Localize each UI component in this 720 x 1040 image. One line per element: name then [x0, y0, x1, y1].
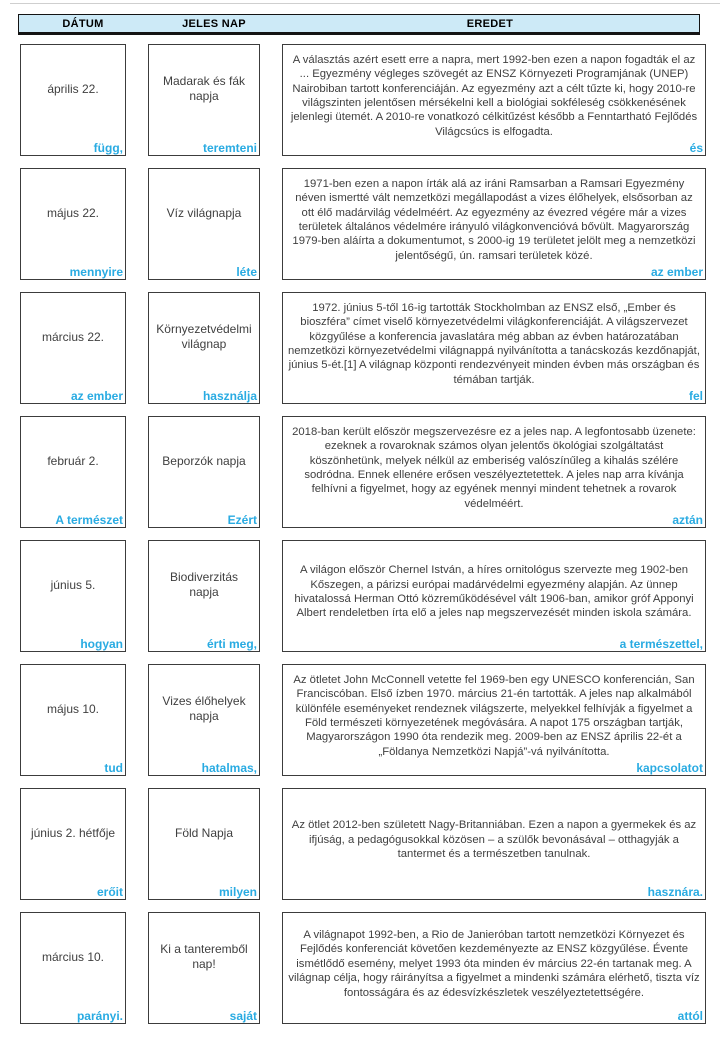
origin-text: A választás azért esett erre a napra, mert 1992-ben ezen a napon fogadták el az ... Egyezmény végleges szövegét az ENSZ Környezeti Programjának (UNEP) Nairobiban tartott konferenciáján. Az egyezmény azt a célt tűzte ki, hogy 2010-re világszinten jelentősen mérsékelni kell a biológiai sokféleség csökkenésének jelenlegi ütemét. A 2010-re vonatkozó célkitűzést később a Fenntartható Fejlődés Világcsúcs is elfogadta.: [290, 53, 698, 138]
table-row: [20, 540, 706, 652]
date-cell: [20, 292, 126, 404]
answer-word-day: léte: [236, 265, 257, 279]
origin-text: A világnapot 1992-ben, a Rio de Janieróban tartott nemzetközi Környezet és Fejlődés konferenciát követően kezdeményezte az ENSZ közgyűlése. Évente ismétlődő esemény, melyet 1993 óta minden év március 22-én tartanak meg. A világnap célja, hogy ráirányítsa a figyelmet a mindenki számára elérhető, tiszta víz fontosságára és az édesvízkészletek veszélyeztetettségére.: [288, 928, 700, 999]
answer-word-date: az ember: [70, 389, 123, 403]
date-cell: [20, 912, 126, 1024]
answer-word-date: függ,: [93, 141, 123, 155]
day-cell: [148, 912, 260, 1024]
table-row: [20, 168, 706, 280]
origin-text: 2018-ban került először megszervezésre ez a jeles nap. A legfontosabb üzenete: ezeknek a rovaroknak számos olyan jelentős ökológiai szolgáltatást köszönhetünk, melyek nélkül az emberiség valószínűleg a kihalás szélére sodródna. Ennek ellenére erősen veszélyeztetettek. A jeles nap arra kívánja felhívni a figyelmet, hogy az egyének mennyi mindent tehetnek a rovarok védelméért.: [292, 425, 696, 510]
date-cell: [20, 168, 126, 280]
day-text: Ki a tanteremből nap!: [160, 942, 248, 971]
answer-word-origin: az ember: [650, 265, 703, 279]
answer-word-day: Ezért: [227, 513, 257, 527]
origin-text: 1972. június 5-től 16-ig tartották Stockholmban az ENSZ első, „Ember és bioszféra” címet viselő környezetvédelmi világkonferenciáját. A világszervezet közgyűlése a konferencia javaslatára még abban az évben határozatában nemzetközi környezetvédelmi világnappá nyilvánította a tanácskozás kezdőnapját, június 5-ét.[1] A világnap központi rendezvényeit minden évben más országban és témában tartják.: [288, 301, 700, 386]
answer-word-date: A természet: [55, 513, 123, 527]
day-text: Föld Napja: [174, 825, 234, 840]
table-row: [20, 912, 706, 1024]
origin-text: 1971-ben ezen a napon írták alá az iráni Ramsarban a Ramsari Egyezmény néven ismertté vált nemzetközi megállapodást a vizes élőhelyek, elsősorban az ott élő madárvilág védelméért. Az egyezmény az évezred végére már a vizes területek általános védelmére irányuló világkonvencióvá bővült. Magyarország 1979-ben aláírta a dokumentumot, s 2000-ig 19 területet jelölt meg a nemzetközi jelentőségű, ún. ramsari területek közé.: [292, 177, 696, 262]
answer-word-origin: a természettel,: [619, 637, 703, 651]
date-text: április 22.: [47, 81, 99, 96]
answer-word-date: parányi.: [76, 1009, 123, 1023]
day-text: Beporzók napja: [162, 453, 246, 468]
date-cell: [20, 416, 126, 528]
day-text: Környezetvédelmi világnap: [156, 322, 252, 351]
origin-cell: [282, 912, 706, 1024]
date-cell: [20, 44, 126, 156]
answer-word-day: teremteni: [202, 141, 257, 155]
date-text: március 22.: [41, 329, 105, 344]
date-text: június 2. hétfője: [30, 825, 116, 840]
origin-cell: [282, 292, 706, 404]
answer-word-origin: és: [689, 141, 703, 155]
answer-word-day: milyen: [218, 885, 257, 899]
table-row: [20, 788, 706, 900]
day-text: Biodiverzitás napja: [169, 570, 239, 599]
header-datum: DÁTUM: [62, 17, 104, 30]
date-text: június 5.: [50, 577, 96, 592]
day-text: Madarak és fák napja: [162, 74, 246, 103]
answer-word-day: saját: [229, 1009, 257, 1023]
origin-cell: [282, 168, 706, 280]
page-top-border: [10, 3, 720, 4]
header-jeles-nap: JELES NAP: [182, 17, 246, 30]
day-cell: [148, 292, 260, 404]
answer-word-origin: kapcsolatot: [636, 761, 703, 775]
date-cell: [20, 540, 126, 652]
day-cell: [148, 664, 260, 776]
origin-cell: [282, 788, 706, 900]
answer-word-day: hatalmas,: [201, 761, 257, 775]
answer-word-origin: attól: [677, 1009, 703, 1023]
table-row: [20, 416, 706, 528]
header-eredet: EREDET: [466, 17, 514, 30]
table-row: [20, 292, 706, 404]
answer-word-origin: fel: [688, 389, 703, 403]
table-header: [18, 14, 700, 35]
answer-word-origin: hasznára.: [647, 885, 703, 899]
answer-word-date: mennyire: [69, 265, 123, 279]
day-cell: [148, 540, 260, 652]
day-cell: [148, 416, 260, 528]
answer-word-date: erőit: [96, 885, 123, 899]
day-cell: [148, 788, 260, 900]
table-row: [20, 44, 706, 156]
answer-word-date: tud: [104, 761, 123, 775]
answer-word-day: érti meg,: [206, 637, 257, 651]
origin-cell: [282, 540, 706, 652]
origin-text: Az ötlet 2012-ben született Nagy-Britanniában. Ezen a napon a gyermekek és az ifjúság, a pedagógusokkal közösen – a szülők bevonásával – otthagyják a tantermet és a természetben tanulnak.: [291, 819, 697, 861]
day-text: Víz világnapja: [166, 205, 242, 220]
date-cell: [20, 664, 126, 776]
answer-word-day: használja: [202, 389, 257, 403]
date-text: február 2.: [47, 453, 99, 468]
rows-container: [20, 44, 706, 1036]
day-text: Vizes élőhelyek napja: [162, 694, 246, 723]
day-cell: [148, 44, 260, 156]
date-text: május 22.: [46, 205, 100, 220]
origin-cell: [282, 44, 706, 156]
table-row: [20, 664, 706, 776]
day-cell: [148, 168, 260, 280]
date-cell: [20, 788, 126, 900]
origin-text: A világon először Chernel István, a híres ornitológus szervezte meg 1902-ben Kőszegen, a párizsi európai madárvédelmi egyezmény alapján. Az ünnep hivatalossá Herman Ottó közreműködésével vált 1906-ban, amikor gróf Apponyi Albert rendeletben írta elő a jeles nap megszervezését minden iskola számára.: [294, 564, 694, 620]
date-text: május 10.: [46, 701, 100, 716]
origin-text: Az ötletet John McConnell vetette fel 1969-ben egy UNESCO konferencián, San Franciscóban. Első ízben 1970. március 21-én tartották. A jeles nap alkalmából különféle eseményeket rendeznek világszerte, melyekkel felhívják a figyelmet a Föld természeti környezetének megóvására. A napot 175 országban tartják, Magyarországon 1990 óta rendezik meg. 2009-ben az ENSZ április 22-ét a „Földanya Nemzetközi Napjá”-vá nyilvánította.: [293, 673, 695, 758]
answer-word-date: hogyan: [80, 637, 123, 651]
origin-cell: [282, 416, 706, 528]
origin-cell: [282, 664, 706, 776]
date-text: március 10.: [41, 949, 105, 964]
answer-word-origin: aztán: [672, 513, 703, 527]
